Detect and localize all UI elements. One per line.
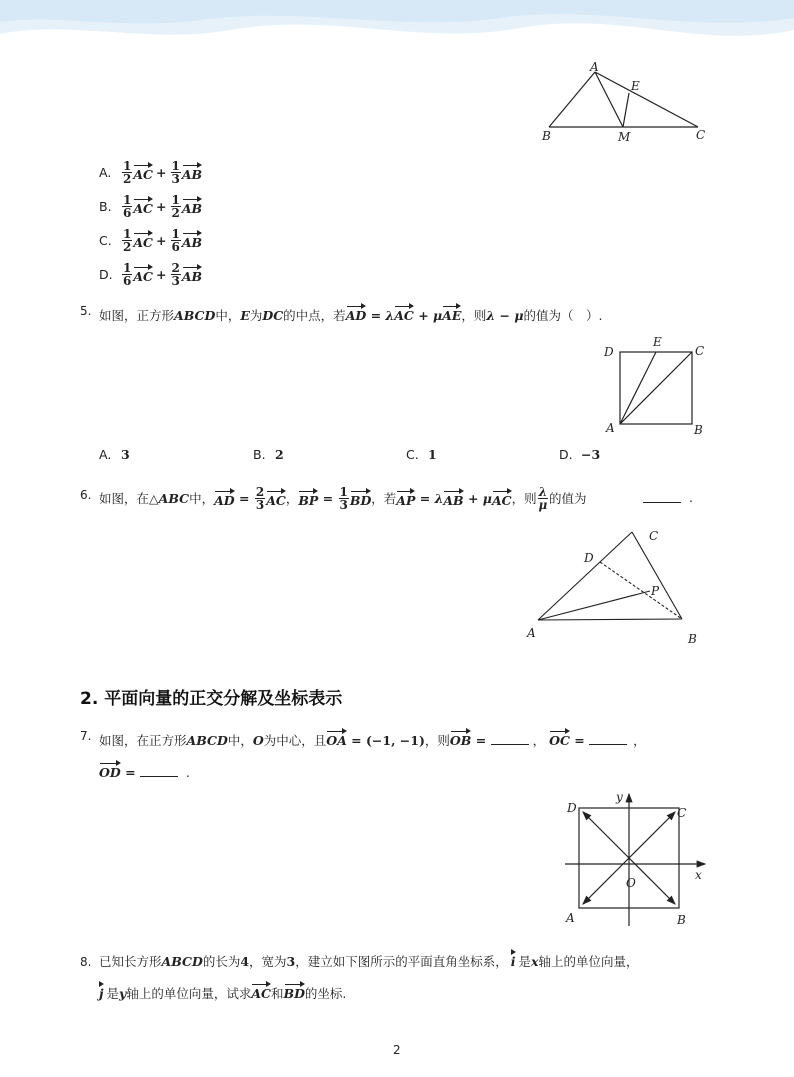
q5-label-e: E <box>653 335 662 349</box>
math-op: = λ <box>366 308 395 323</box>
vector: BD <box>284 982 305 1001</box>
q7-label-b: B <box>677 913 686 927</box>
q4-label-a: A <box>590 60 599 74</box>
vector: AC <box>266 489 286 508</box>
q4-option-c[interactable] <box>99 223 202 257</box>
q8-line1 <box>99 950 639 970</box>
fraction <box>171 194 181 219</box>
text: ，若 <box>371 491 397 506</box>
fraction-denominator: 2 <box>123 239 132 254</box>
text: 如图，在△ <box>99 491 159 506</box>
fraction-denominator: 2 <box>123 171 132 186</box>
vector: AB <box>182 231 202 250</box>
fraction-denominator: 6 <box>123 273 132 288</box>
fraction <box>122 194 132 219</box>
text: . <box>185 765 190 780</box>
q5-option-b[interactable] <box>253 447 284 462</box>
q4-label-m: M <box>618 130 631 144</box>
q4-label-e: E <box>631 79 640 93</box>
vector: OA <box>326 729 347 748</box>
math-var: O <box>252 733 264 748</box>
operator: + <box>156 164 167 180</box>
vector: AB <box>182 163 202 182</box>
text: ， <box>633 733 646 748</box>
option-label: C. <box>99 232 112 248</box>
text: 和 <box>270 986 284 1001</box>
math-value: 4 <box>240 954 250 969</box>
q6-label-b: B <box>688 632 697 646</box>
text: 的坐标. <box>304 986 347 1001</box>
fraction-denominator: 3 <box>339 497 348 512</box>
text: ，则 <box>511 491 537 506</box>
fraction-numerator: 1 <box>123 158 132 173</box>
vector: OC <box>549 729 570 748</box>
option-label: A. <box>99 164 112 180</box>
fraction-numerator: 1 <box>339 484 348 499</box>
vector: i <box>511 950 516 969</box>
vector: AC <box>133 265 153 284</box>
fraction-numerator: 1 <box>123 260 132 275</box>
fraction <box>122 160 132 185</box>
fraction-denominator: 6 <box>123 205 132 220</box>
header-wave-decoration <box>0 0 794 60</box>
text: ， <box>532 733 546 748</box>
math-var: ABCD <box>186 733 228 748</box>
q5-text <box>99 304 603 324</box>
vector: AB <box>182 265 202 284</box>
text: ，建立如下图所示的平面直角坐标系， <box>295 954 508 969</box>
math-var: ABCD <box>161 954 203 969</box>
text: 是 <box>106 986 120 1001</box>
fraction-numerator: 2 <box>255 484 265 499</box>
math-expr: λ − μ <box>486 308 524 323</box>
operator: + <box>156 198 167 214</box>
text: 中， <box>189 491 215 506</box>
answer-blank-ob[interactable] <box>491 734 529 745</box>
fraction <box>122 228 132 253</box>
q6-label-c: C <box>649 529 659 543</box>
q7-figure <box>555 788 715 933</box>
q6-end: . <box>689 490 693 505</box>
q4-figure <box>535 60 715 150</box>
text: ， <box>285 491 299 506</box>
q7-label-a: A <box>566 911 575 925</box>
q6-number: 6. <box>80 488 92 502</box>
q6-figure <box>520 522 710 650</box>
q5-option-d[interactable] <box>559 447 600 462</box>
option-label: B. <box>253 447 266 462</box>
option-value: −3 <box>581 447 601 462</box>
vector: AB <box>182 197 202 216</box>
math-var: E <box>240 308 250 323</box>
fraction-numerator: 1 <box>171 158 180 173</box>
operator: + <box>156 232 167 248</box>
fraction-denominator: 6 <box>171 239 180 254</box>
q6-text <box>99 480 587 516</box>
option-label: A. <box>99 447 112 462</box>
q4-label-c: C <box>696 128 706 142</box>
fraction <box>171 160 181 185</box>
math-var: x <box>531 954 539 969</box>
fraction-numerator: 1 <box>123 226 132 241</box>
q5-label-c: C <box>695 344 705 358</box>
q7-label-c: C <box>677 806 687 820</box>
fraction-numerator: 2 <box>171 260 180 275</box>
text: 中， <box>227 733 253 748</box>
text: ，则 <box>424 733 450 748</box>
vector: AC <box>394 304 414 323</box>
vector: BP <box>298 489 318 508</box>
fraction <box>255 486 265 511</box>
fraction <box>171 228 181 253</box>
q7-number: 7. <box>80 729 92 743</box>
q5-label-a: A <box>606 421 615 435</box>
vector: AD <box>214 489 235 508</box>
answer-blank[interactable] <box>643 492 681 503</box>
option-label: D. <box>99 266 113 282</box>
fraction-denominator: 3 <box>171 171 180 186</box>
q5-label-d: D <box>604 345 614 359</box>
fraction <box>122 262 132 287</box>
math-op: = λ <box>415 490 444 506</box>
vector: AC <box>492 489 512 508</box>
text: 已知长方形 <box>99 954 162 969</box>
text: 轴上的单位向量， <box>538 954 639 969</box>
vector: AD <box>346 304 367 323</box>
math-op: = <box>471 733 491 748</box>
text: 的长为 <box>202 954 241 969</box>
q5-figure <box>600 335 715 440</box>
vector: OD <box>99 761 121 780</box>
vector: AB <box>443 489 463 508</box>
q4-options <box>99 155 202 291</box>
q7-label-o: O <box>626 876 636 890</box>
fraction-numerator: 1 <box>171 226 180 241</box>
text: 的中点，若 <box>283 308 346 323</box>
option-label: D. <box>559 447 573 462</box>
vector: j <box>99 982 104 1001</box>
section-title: 2. 平面向量的正交分解及坐标表示 <box>80 689 343 709</box>
option-label: B. <box>99 198 112 214</box>
math-op: = <box>318 490 338 506</box>
vector: AC <box>251 982 271 1001</box>
vector: AC <box>133 163 153 182</box>
q5-number: 5. <box>80 304 92 318</box>
q8-number: 8. <box>80 955 92 969</box>
fraction <box>538 486 548 511</box>
vector: AP <box>396 489 415 508</box>
q4-option-d[interactable] <box>99 257 202 291</box>
q7-label-x: x <box>695 868 702 882</box>
page-number: 2 <box>393 1043 401 1057</box>
math-var: y <box>119 986 127 1001</box>
q5-option-a[interactable] <box>99 447 130 462</box>
fraction-denominator: 3 <box>255 497 265 512</box>
q7-line1 <box>99 729 646 749</box>
fraction-denominator: 3 <box>171 273 180 288</box>
vector: BD <box>350 489 371 508</box>
text: 轴上的单位向量，试求 <box>126 986 252 1001</box>
text: ，宽为 <box>249 954 287 969</box>
math-value: 3 <box>286 954 296 969</box>
fraction-numerator: λ <box>538 484 548 499</box>
answer-blank-oc[interactable] <box>589 734 627 745</box>
q4-option-a[interactable] <box>99 155 202 189</box>
text: 中， <box>215 308 241 323</box>
q8-line2 <box>99 982 346 1002</box>
operator: + <box>156 266 167 282</box>
vector: AE <box>442 304 461 323</box>
math-var: ABC <box>158 490 190 506</box>
q6-answer-blank[interactable] <box>643 491 681 506</box>
q5-label-b: B <box>694 423 703 437</box>
q6-label-d: D <box>584 551 594 565</box>
q5-option-c[interactable] <box>406 447 437 462</box>
math-op: = <box>120 765 140 780</box>
math-op: = <box>234 490 254 506</box>
math-op: + μ <box>413 308 443 323</box>
q7-label-y: y <box>616 790 623 804</box>
text: ，则 <box>461 308 487 323</box>
text: 是 <box>518 954 532 969</box>
vector: AC <box>133 197 153 216</box>
vector: AC <box>133 231 153 250</box>
text: 为中心，且 <box>263 733 327 748</box>
option-value: 1 <box>428 447 437 462</box>
math-var: DC <box>262 308 284 323</box>
fraction <box>339 486 349 511</box>
math-value: = (−1, −1) <box>346 733 425 748</box>
answer-blank-od[interactable] <box>140 766 178 777</box>
option-value: 3 <box>121 447 130 462</box>
q4-option-b[interactable] <box>99 189 202 223</box>
option-value: 2 <box>275 447 284 462</box>
q7-line2 <box>99 761 190 780</box>
fraction-numerator: 1 <box>171 192 180 207</box>
q4-label-b: B <box>542 129 551 143</box>
q6-label-p: P <box>651 584 660 598</box>
math-var: ABCD <box>174 308 216 323</box>
q7-label-d: D <box>567 801 577 815</box>
math-op: = <box>569 733 590 748</box>
option-label: C. <box>406 447 419 462</box>
vector: OB <box>450 729 471 748</box>
text: 如图，在正方形 <box>99 733 187 748</box>
text: 如图，正方形 <box>99 308 175 323</box>
fraction-denominator: μ <box>538 497 548 512</box>
text: 的值为 <box>549 491 587 506</box>
q6-label-a: A <box>527 626 536 640</box>
fraction <box>171 262 181 287</box>
text: 的值为（ ）. <box>523 308 603 323</box>
fraction-numerator: 1 <box>123 192 132 207</box>
math-op: + μ <box>463 490 492 506</box>
fraction-denominator: 2 <box>171 205 180 220</box>
text: 为 <box>249 308 263 323</box>
